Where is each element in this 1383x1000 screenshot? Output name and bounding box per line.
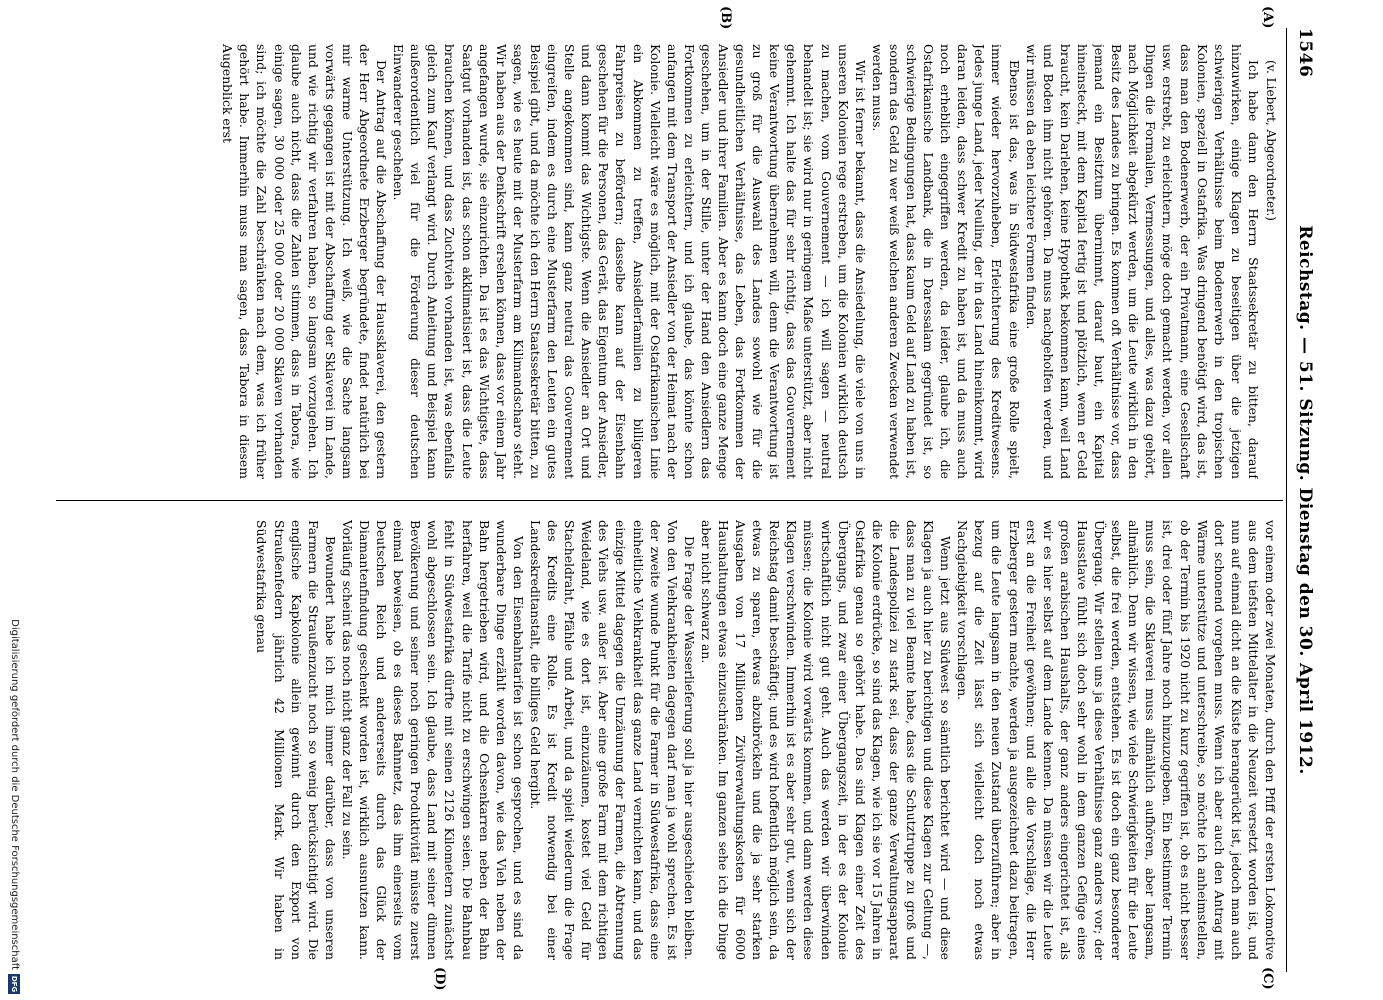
speaker-line: (v. Liebert, Abgeordneter.) — [1264, 60, 1278, 221]
page-number: 1546 — [1295, 28, 1315, 78]
right-paragraph: Wenn jetzt aus Südwest so sämtlich berichtet wird — und diese Klagen ja auch hier zu berichtigen und diese Klagen zur Geltung —, dass man zu viel Beamte habe, dass die Schutztruppe zu groß und die Landespolizei zu stark sei, dass der ganze Verwaltungsapparat die Kolonie erdrücke, so sind das Klagen, wie ich sie vor 15 Jahren in Ostafrika genau so gehört habe. Das sind Klagen einer Zeit des Übergangs, und zwar einer Übergangszeit, in der es der Kolonie wirtschaftlich nicht gut geht. Auch das werden wir überwinden müssen; die Kolonie wird vorwärts kommen, und dann werden diese Klagen verschwinden. Immerhin ist es aber sehr gut, wenn sich der Reichstag damit beschäftigt; und es wird hoffentlich möglich sein, da etwas zu sparen, etwas abzubröckeln und die ja sehr starken Ausgaben von 17 Millionen Zivilverwaltungskosten für 6000 Haushaltungen etwas einzuschränken. Im ganzen sehe ich die Dinge aber nicht schwarz an. — [698, 520, 954, 960]
margin-mark-a: (A) — [1260, 6, 1275, 29]
dfg-logo-icon: DFG — [10, 975, 18, 993]
column-divider — [56, 500, 1283, 501]
page-header — [1287, 28, 1315, 972]
right-paragraph: Die Frage der Wasserlieferung soll ja hier ausgeschieden bleiben. Von den Viehkrankheiten dagegen darf man ja wohl sprechen. Es ist der zweite wunde Punkt für die Farmer in Südwestafrika, dass eine einheitliche Viehkrankheit das ganze Land vernichten kann, und das einzige Mittel dagegen die Umzäunung der Farmen, die Abtrennung des Viehs usw. außer ist. Aber eine große Farm mit dem richtigen Weideland, wie es dort ist, einzuzäunen, kostet viel Geld für Stacheldraht, Pfähle und Arbeit, und da spielt wiederum die Frage des Kredits eine Rolle. Es ist Kredit notwendig bei einer Landeskreditanstalt, die billiges Geld hergibt. — [527, 520, 697, 960]
left-paragraph: Ebenso ist das, was in Südwestafrika eine große Rolle spielt, immer wieder hervorzuheben, Erleichterung des Kreditwesens. Jedes junge Land, jeder Neuling, der in das Land hineinkommt, wird daran leiden, dass schwer Kredit zu haben ist, und da muss auch noch erheblich eingegriffen werden, da leider, glaube ich, die Ostafrikanische Landbank, die in Daressalam gegründet ist, so schwierige Bedingungen hat, dass kaum Geld auf Land zu haben ist, sondern das Geld zu wer weiß welchen anderen Zwecken verwendet werden muss. — [869, 44, 1022, 479]
right-paragraph: Bewundert habe ich mich immer darüber, dass von unseren Farmern die Straußenzucht noch so wenig berücksichtigt wird. Die englische Kapkolonie allein gewinnt durch den Export von Straußenfedern jährlich 42 Millionen Mark. Wir haben in Südwestafrika genau — [254, 520, 338, 960]
digitization-footer — [6, 6, 20, 994]
left-paragraph: Der Antrag auf die Abschaffung der Haussklaverei, den gestern der Herr Abgeordnete Erzberger begründete, findet natürlich bei mir warme Unterstützung. Ich weiß, wie die Sache langsam vorwärts gegangen ist mit der Abschaffung der Sklaverei im Lande, und wie richtig wir verfahren haben, so langsam vorzugehen. Ich glaube auch nicht, dass die Zahlen stimmen, dass in Tabora, wie einige sagen, 30 000 oder 25 000 oder 20 000 Sklaven vorhanden sind; ich möchte die Zahl beschränken nach dem, was ich früher gehört habe. Immerhin muss man sagen, dass Tabora in diesem Augenblick erst — [220, 44, 390, 479]
margin-mark-b: (B) — [718, 6, 733, 30]
left-paragraph: Wir ist ferner bekannt, dass die Ansiedelung, die viele von uns in unseren Kolonien rege erstreben, um die Kolonien wirklich deutsch zu machen, vom Gouvernement — ich will sagen — neutral behandelt ist; sie wird nur in geringem Maße unterstützt, aber nicht gehemmt. Ich halte das für sehr richtig, dass das Gouvernement keine Verantwortung übernehmen will, denn die Verantwortung ist zu groß für die Auswahl des Landes sowohl wie für die gesundheitlichen Verhältnisse, das Leben, das Fortkommen der Ansiedler und ihrer Familien. Aber es kann doch eine ganze Menge geschehen, um in der Stille, unter der Hand den Ansiedlern das Fortkommen zu erleichtern, und ich glaube, das könnte schon anfangen mit dem Transport der Ansiedler von der Heimat nach der Kolonie. Vielleicht wäre es möglich, mit der Ostafrikanischen Linie ein Abkommen zu treffen, Ansiedlerfamilien zu billigeren Fahrpreisen zu befördern; dasselbe kann auf der Eisenbahn geschehen für die Personen, das Gerät, das Eigentum der Ansiedler, und dann kommt das Wichtigste. Wenn die Ansiedler an Ort und Stelle angekommen sind, kann ganz neutral das Gouvernement eingreifen, indem es durch eine Musterfarm den Leuten ein gutes Beispiel gibt, und da möchte ich den Herrn Staatssekretär bitten, zu sagen, wie es heute mit der Musterfarm am Kilimandscharo steht. Wir haben aus der Denkschrift ersehen können, dass vor einem Jahr angefangen wurde, sie einzurichten. Da ist es das Wichtigste, dass Saatgut vorhanden ist, das schon akklimatisiert ist, dass die Leute brauchen können, und dass Zuchtvieh vorhanden ist, was ebenfalls gleich zum Kauf verlangt wird. Durch Anleitung und Beispiel kann außerordentlich viel für die Förderung dieser deutschen Einwanderer geschehen. — [391, 44, 868, 479]
left-column — [48, 44, 1279, 479]
right-paragraph: vor einem oder zwei Monaten, durch den Pfiff der ersten Lokomotive aus dem tiefsten Mittelalter in die Neuzeit versetzt worden ist, und nun auf einmal dicht an die Küste herangerückt ist, jedoch man auch dort schonend vorgehen muss. Wenn ich aber auch den Antrag mit Wärme unterstütze und unterschreibe, so möchte ich anheimstellen, ob der Termin bis 1920 nicht zu kurz gegriffen ist, ob es nicht besser ist, drei oder fünf Jahre noch hinzuzugeben. Ein bestimmter Termin muss sein, die Sklaverei muss allmählich aufhören, aber langsam, allmählich. Denn wir wissen, wie viele Schwierigkeiten für die Leute selbst, die frei werden, entstehen. Es ist doch ein ganz besonderer Übergang. Wir stellen uns ja diese Verhältnisse ganz anders vor; der Hausstlave fühlt sich doch sehr wohl in dem ganzen Gefüge eines großen arabischen Haushalts, der ganz anders eingerichtet ist, als wir es hier selbst auf dem Lande kennen. Da müssen wir die Leute erst an die Freiheit gewöhnen; und alle die Vorschläge, die Herr Erzberger gestern machte, werden ja ausgezeichnet dazu beitragen, um die Leute langsam in den neuen Zustand überzuführen; aber in bezug auf die Zeit lässt sich vielleicht doch noch etwas Nachgiebigkeit vorschlagen. — [955, 520, 1278, 960]
footer-text: Digitalisierung gefördert durch die Deutsche Forschungsgemeinschaft — [9, 619, 20, 970]
header-rule — [1286, 28, 1287, 972]
margin-mark-d: (D) — [432, 967, 447, 991]
page-title: Reichstag. — 51. Sitzung. Dienstag den 30. April 1912. — [1295, 225, 1315, 775]
right-paragraph: Von den Eisenbahntarifen ist schon gesprochen, und es sind da wunderbare Dinge erzählt worden davon, wie das Vieh neben der Bahn hergetrieben wird, und die Ochsenkarren neben der Bahn herfahren, weil die Tarife nicht zu erschwingen seien. Die Bahnbau fehlt in Südwestafrika dürfte mit seinen 2126 Kilometern zunächst wohl abgeschlossen sein. Ich glaube, dass Land mit seiner dünnen Bevölkerung und seiner noch geringen Produktivität müsste zuerst einmal beweisen, ob es dieses Bahnnetz, das ihm einerseits vom Deutschen Reich und andererseits durch das Glück der Diamantenfindung geschenkt worden ist, wirklich ausnutzen kann. Vorläufig scheint das noch nicht ganz der Fall zu sein. — [339, 520, 526, 960]
right-column — [48, 520, 1279, 960]
left-paragraph: Ich habe dann den Herrn Staatssekretär zu bitten, darauf hinzuwirken, einige Klagen zu beseitigen über die jetzigen schwierigen Verhältnisse beim Bodenerwerb in den tropischen Kolonien, speziell in Ostafrika. Was dringend benötigt wird, das ist, dass man den Bodenerwerb, der ein Privatmann, eine Gesellschaft usw. erstrebt, zu erleichtern, möge doch gemacht werden, vor allen Dingen die Formalien, Vermessungen, und alles, was dazu gehört, nach Möglichkeit abgekürzt werden, um die Leute wirklich in den Besitz des Landes zu bringen. Es kommen oft Verhältnisse vor, dass jemand ein Besitztum übernimmt, darauf baut, ein Kapital hineinsteckt, mit dem Kapital fertig ist und plötzlich, wenn er Geld braucht, kein Darlehen, keine Hypothek bekommen kann, weil Land und Boden ihm nicht gehören. Da muss nachgeholfen werden, und wir müssen da eben leichtere Formen finden. — [1023, 44, 1261, 479]
margin-mark-c: (C) — [1260, 967, 1275, 990]
